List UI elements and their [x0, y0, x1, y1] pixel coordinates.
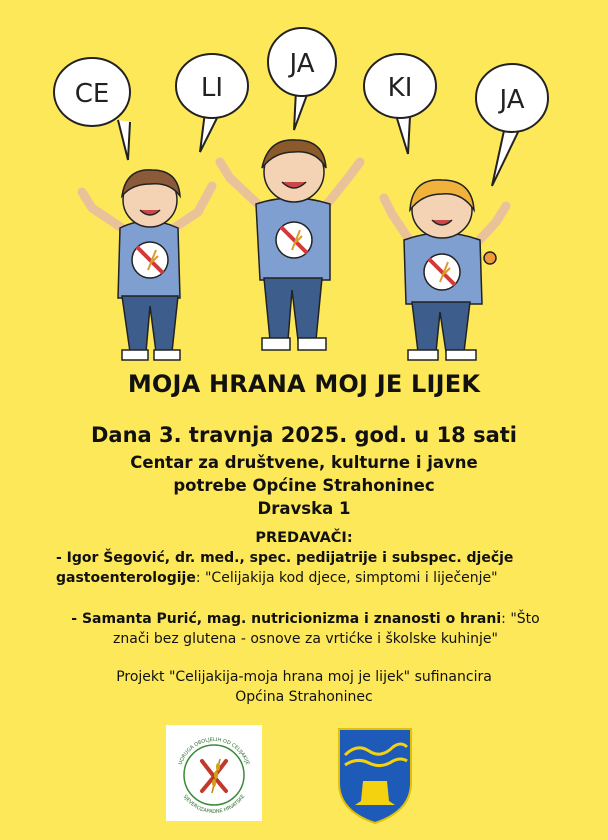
sponsor-line-1: Projekt "Celijakija-moja hrana moj je lijek" sufinancira	[116, 669, 492, 685]
speech-bubble-1	[54, 58, 130, 160]
venue-line-3: Dravska 1	[257, 499, 351, 518]
event-date: Dana 3. travnja 2025. god. u 18 sati	[90, 423, 518, 447]
sponsor-note	[0, 667, 608, 707]
lecturer-2-topic-a: : "Što	[501, 611, 540, 627]
lecturer-2-topic-b: znači bez glutena - osnove za vrtićke i školske kuhinje"	[113, 631, 498, 647]
speech-bubble-3	[268, 28, 336, 130]
lecturer-1	[56, 548, 596, 588]
speech-bubble-2	[176, 54, 248, 152]
lecturers-heading: PREDAVAČI:	[255, 530, 353, 546]
association-name-bottom: SJEVEROZAPADNE HRVATSKE	[181, 793, 247, 815]
event-venue	[0, 451, 608, 520]
lecturer-1-field: gastoenterologije	[56, 570, 196, 586]
lecturer-1-topic: : "Celijakija kod djece, simptomi i liječenje"	[195, 570, 498, 586]
venue-line-2: potrebe Općine Strahoninec	[173, 476, 435, 495]
bubble-text-li: LI	[200, 73, 224, 103]
bubble-text-ce: CE	[74, 79, 110, 109]
lecturer-1-name: - Igor Šegović, dr. med., spec. pedijatrije i subspec. dječje	[56, 550, 514, 566]
venue-line-1: Centar za društvene, kulturne i javne	[130, 453, 478, 472]
speech-bubble-5	[476, 64, 548, 186]
lecturer-2-name: - Samanta Purić, mag. nutricionizma i znanosti o hrani	[71, 611, 502, 627]
bubble-text-ki: KI	[387, 73, 413, 103]
association-name-top: UDRUGA OBOLJELIH OD CELIJAKIJE	[177, 736, 251, 766]
child-right	[384, 180, 506, 360]
strahoninec-coat-of-arms	[335, 725, 415, 825]
bubble-text-ja2: JA	[499, 85, 525, 115]
event-title: MOJA HRANA MOJ JE LIJEK	[127, 370, 481, 398]
lecturer-2	[8, 609, 603, 649]
bubble-text-ja1: JA	[289, 49, 315, 79]
child-left	[82, 170, 212, 360]
association-logo	[166, 725, 262, 821]
child-middle	[220, 140, 360, 350]
sponsor-line-2: Općina Strahoninec	[235, 689, 373, 705]
children-illustration	[0, 0, 608, 370]
speech-bubble-4	[364, 54, 436, 154]
